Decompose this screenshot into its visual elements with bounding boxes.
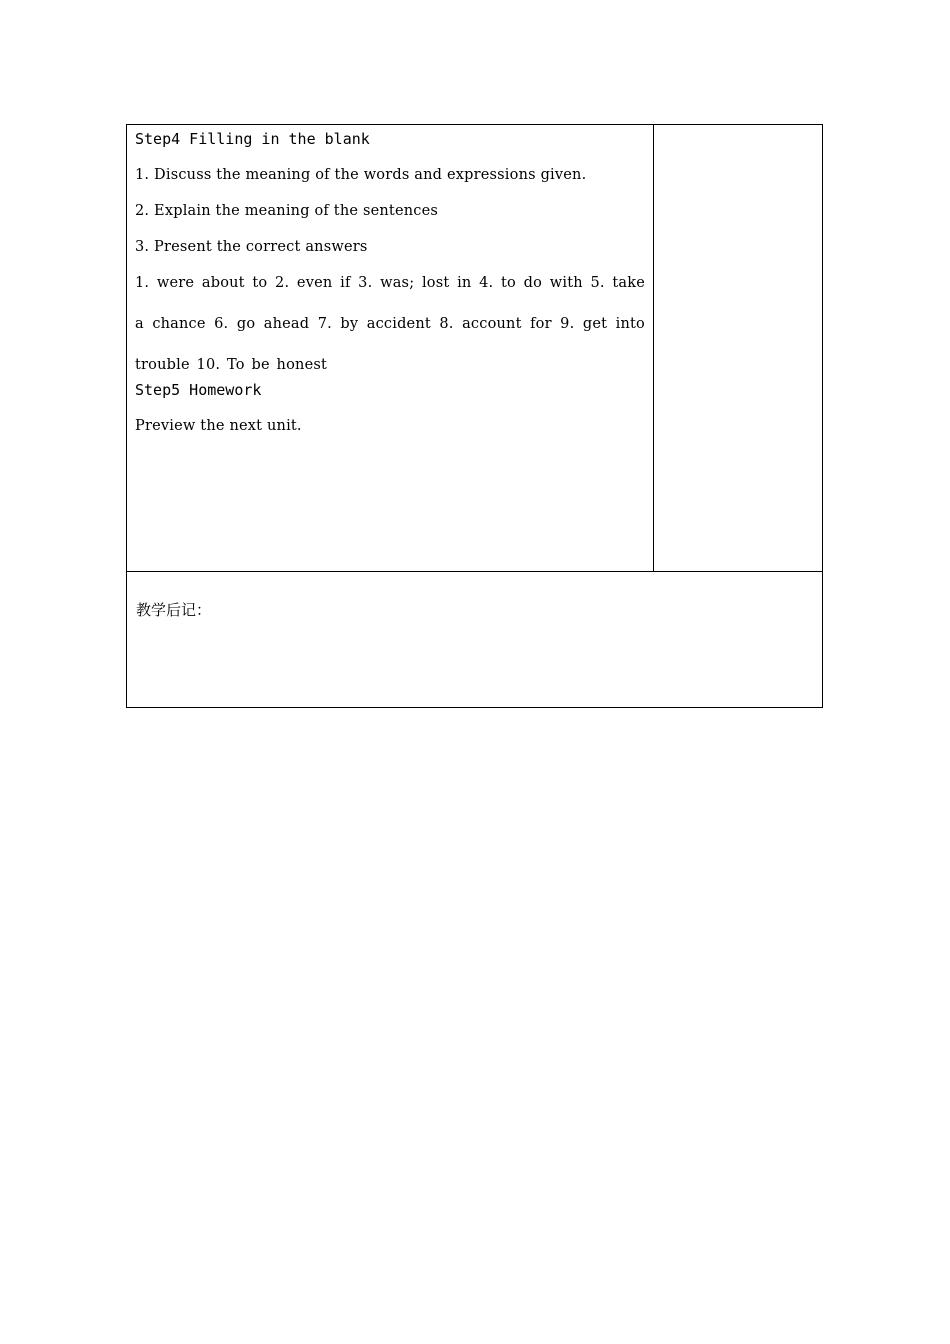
- step4-answers: 1. were about to 2. even if 3. was; lost in 4. to do with 5. take a chance 6. go ahead 7. by accident 8. account for 9. get into trouble 10. To be honest: [135, 275, 645, 373]
- content-row: [127, 125, 823, 572]
- step4-item-3: 3. Present the correct answers: [135, 239, 368, 255]
- step4-item-1: 1. Discuss the meaning of the words and expressions given.: [135, 167, 587, 183]
- teaching-notes-cell: [127, 572, 823, 708]
- step5-heading: Step5 Homework: [135, 381, 262, 399]
- procedure-content: [127, 125, 653, 452]
- remarks-cell: [654, 125, 823, 572]
- step4-item-2: 2. Explain the meaning of the sentences: [135, 203, 439, 219]
- teaching-notes-label: 教学后记：: [136, 601, 212, 619]
- lesson-plan-table: [126, 124, 823, 708]
- step4-heading: Step4 Filling in the blank: [135, 130, 370, 148]
- notes-row: [127, 572, 823, 708]
- step5-text: Preview the next unit.: [135, 418, 302, 434]
- procedure-cell: [127, 125, 654, 572]
